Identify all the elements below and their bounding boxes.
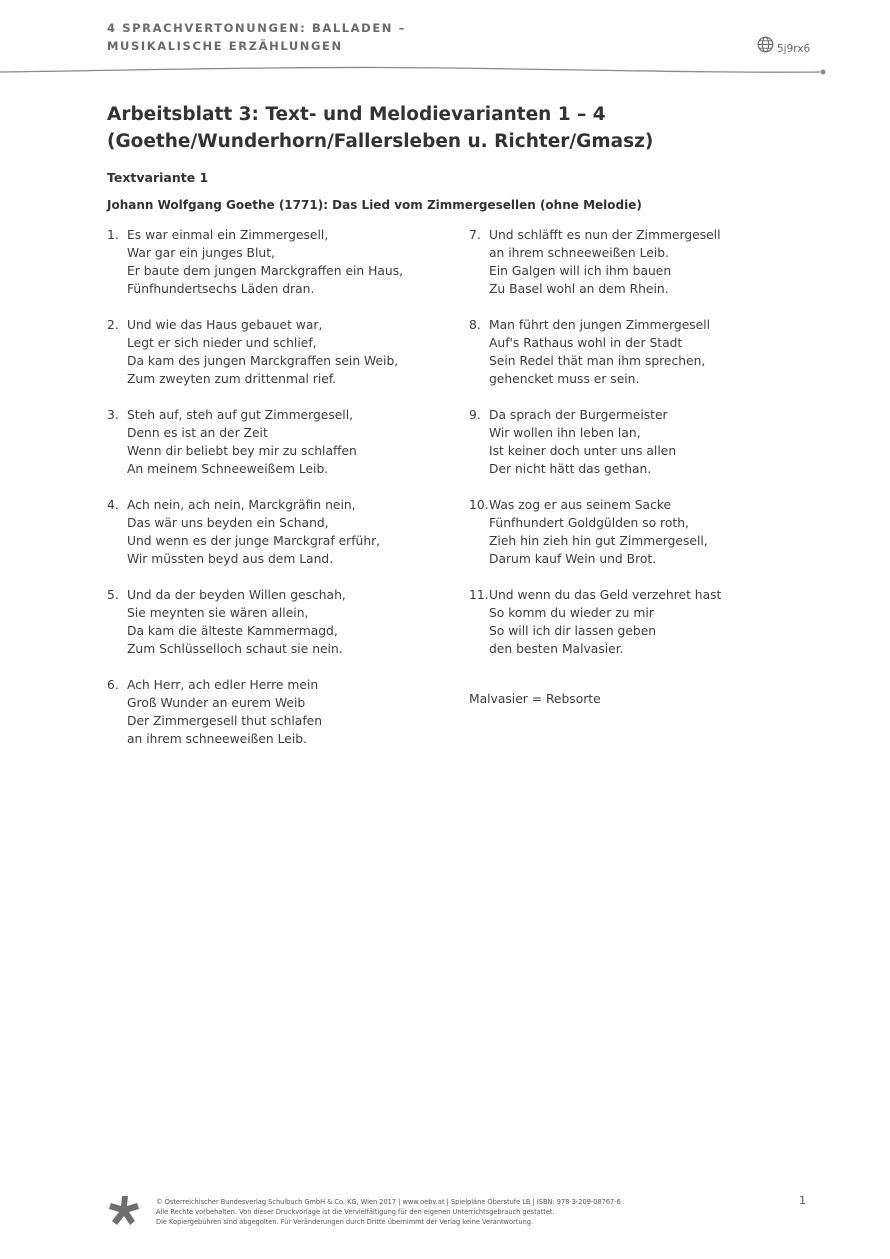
verse-line: Wir wollen ihn leben lan, <box>489 426 641 440</box>
verse-line: So komm du wieder zu mir <box>489 606 654 620</box>
verse-line: Groß Wunder an eurem Weib <box>127 696 306 710</box>
verse-line: Da kam des jungen Marckgraffen sein Weib, <box>127 354 399 368</box>
stanza-number: 3. <box>107 408 119 422</box>
verse-line: So will ich dir lassen geben <box>489 624 657 638</box>
verse-line: An meinem Schneeweißem Leib. <box>127 462 329 476</box>
stanza-number: 8. <box>469 318 481 332</box>
verse-line: Der nicht hätt das gethan. <box>489 462 652 476</box>
stanza-lines <box>127 496 380 568</box>
stanza-number: 5. <box>107 588 119 602</box>
verse-line: Er baute dem jungen Marckgraffen ein Haus, <box>127 264 404 278</box>
web-code-text: 5j9rx6 <box>777 43 811 55</box>
stanza-lines <box>489 406 676 478</box>
page-title-line-1: Arbeitsblatt 3: Text- und Melodievarianten 1 – 4 <box>107 104 606 125</box>
chapter-label-line-1: 4 SPRACHVERTONUNGEN: BALLADEN – <box>107 21 406 35</box>
verse-line: Sie meynten sie wären allein, <box>127 606 309 620</box>
verse-line: Da kam die älteste Kammermagd, <box>127 624 338 638</box>
verse-line: Das wär uns beyden ein Schand, <box>127 516 329 530</box>
verse-line: Zieh hin zieh hin gut Zimmergesell, <box>489 534 708 548</box>
verse-line: Und schläfft es nun der Zimmergesell <box>489 228 721 242</box>
verse-line: Was zog er aus seinem Sacke <box>489 498 672 512</box>
stanza-lines <box>489 586 721 658</box>
footnote: Malvasier = Rebsorte <box>469 692 601 706</box>
globe-icon <box>757 36 774 53</box>
page-title-line-2: (Goethe/Wunderhorn/Fallersleben u. Richter/Gmasz) <box>107 131 654 152</box>
verse-line: Und wenn es der junge Marckgraf erführ, <box>127 534 381 548</box>
page-number: 1 <box>799 1194 806 1207</box>
stanza-number: 11. <box>469 588 489 602</box>
verse-line: Auf's Rathaus wohl in der Stadt <box>489 336 683 350</box>
verse-line: Ein Galgen will ich ihm bauen <box>489 264 672 278</box>
stanza-number: 7. <box>469 228 481 242</box>
copyright-line-1: © Österreichischer Bundesverlag Schulbuch GmbH & Co. KG, Wien 2017 | www.oebv.at | Spielpläne Oberstufe LB | ISBN: 978-3-209-08767-6 <box>156 1198 621 1206</box>
stanza-number: 6. <box>107 678 119 692</box>
verse-line: Ach Herr, ach edler Herre mein <box>127 678 319 692</box>
publisher-logo-icon <box>108 1195 140 1227</box>
copyright-line-2: Alle Rechte vorbehalten. Von dieser Druckvorlage ist die Vervielfältigung für den eigenen Unterrichtsgebrauch gestattet. <box>156 1208 555 1216</box>
copyright-notice <box>156 1197 621 1227</box>
verse-line: Da sprach der Burgermeister <box>489 408 668 422</box>
verse-line: gehencket muss er sein. <box>489 372 640 386</box>
section-heading: Textvariante 1 <box>107 170 209 185</box>
copyright-line-3: Die Kopiergebühren sind abgegolten. Für Veränderungen durch Dritte übernimmt der Verlag keine Verantwortung. <box>156 1218 533 1226</box>
stanza-number: 4. <box>107 498 119 512</box>
verse-line: Zum zweyten zum drittenmal rief. <box>127 372 337 386</box>
stanza-number: 10. <box>469 498 489 512</box>
verse-line: Darum kauf Wein und Brot. <box>489 552 657 566</box>
verse-line: Sein Redel thät man ihm sprechen, <box>489 354 706 368</box>
web-code[interactable] <box>757 34 810 55</box>
stanza-lines <box>127 226 403 298</box>
verse-line: Fünfhundert Goldgülden so roth, <box>489 516 689 530</box>
stanza-number: 2. <box>107 318 119 332</box>
verse-line: Der Zimmergesell thut schlafen <box>127 714 323 728</box>
verse-line: War gar ein junges Blut, <box>127 246 275 260</box>
stanza-lines <box>127 676 322 748</box>
verse-line: Steh auf, steh auf gut Zimmergesell, <box>127 408 354 422</box>
header-divider <box>0 60 890 80</box>
author-line: Johann Wolfgang Goethe (1771): Das Lied vom Zimmergesellen (ohne Melodie) <box>107 198 642 212</box>
verse-line: Wenn dir beliebt bey mir zu schlaffen <box>127 444 357 458</box>
verse-line: Ach nein, ach nein, Marckgräfin nein, <box>127 498 356 512</box>
page-title <box>107 101 653 155</box>
verse-line: Und wenn du das Geld verzehret hast <box>489 588 722 602</box>
verse-line: Zu Basel wohl an dem Rhein. <box>489 282 669 296</box>
verse-line: Denn es ist an der Zeit <box>127 426 268 440</box>
verse-line: an ihrem schneeweißen Leib. <box>127 732 307 746</box>
verse-line: Man führt den jungen Zimmergesell <box>489 318 711 332</box>
stanza-lines <box>489 226 721 298</box>
verse-line: an ihrem schneeweißen Leib. <box>489 246 669 260</box>
verse-line: den besten Malvasier. <box>489 642 624 656</box>
stanza-number: 1. <box>107 228 119 242</box>
verse-line: Und da der beyden Willen geschah, <box>127 588 346 602</box>
stanza-lines <box>127 586 346 658</box>
stanza-lines <box>127 406 357 478</box>
chapter-label-line-2: MUSIKALISCHE ERZÄHLUNGEN <box>107 39 343 53</box>
stanza-lines <box>489 496 708 568</box>
verse-line: Und wie das Haus gebauet war, <box>127 318 323 332</box>
verse-line: Fünfhundertsechs Läden dran. <box>127 282 315 296</box>
verse-line: Zum Schlüsselloch schaut sie nein. <box>127 642 343 656</box>
verse-line: Wir müssten beyd aus dem Land. <box>127 552 334 566</box>
verse-line: Legt er sich nieder und schlief, <box>127 336 317 350</box>
verse-line: Es war einmal ein Zimmergesell, <box>127 228 329 242</box>
verse-line: Ist keiner doch unter uns allen <box>489 444 677 458</box>
stanza-lines <box>489 316 710 388</box>
stanza-lines <box>127 316 398 388</box>
stanza-number: 9. <box>469 408 481 422</box>
